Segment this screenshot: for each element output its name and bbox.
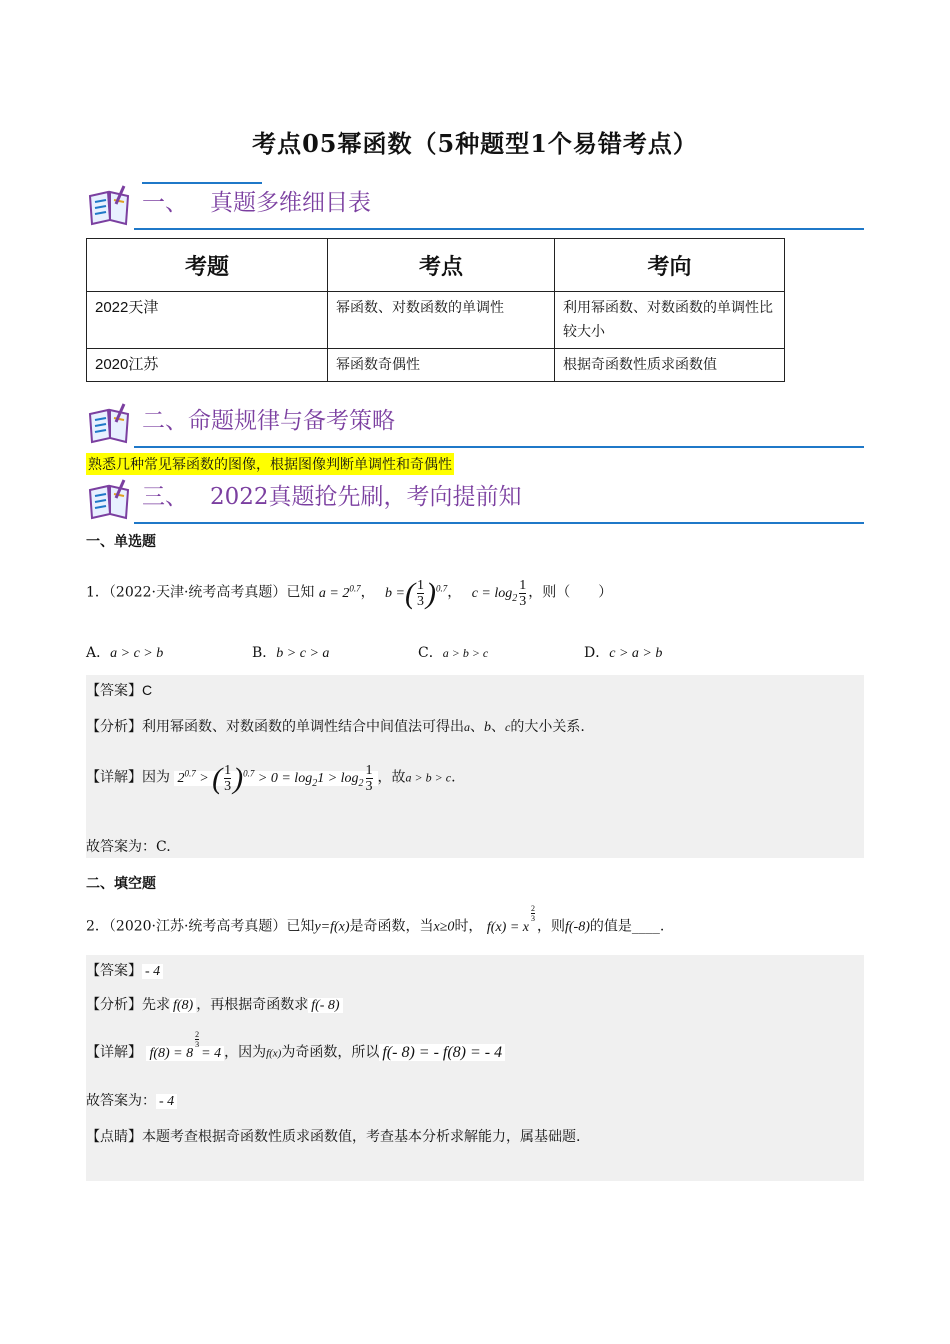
detail-base2: 2 [358, 777, 364, 789]
option-d[interactable] [584, 642, 662, 662]
option-a[interactable] [86, 642, 163, 662]
table-header: 考向 [555, 239, 785, 292]
q1-b-expr: b = [385, 585, 405, 601]
option-label: A． [86, 645, 111, 661]
option-label: B． [252, 645, 277, 661]
q1-c-den: 3 [519, 593, 527, 609]
option-expr: a > b > c [442, 646, 489, 660]
q1-answer [86, 680, 152, 700]
detail-num: 1 [224, 762, 232, 778]
question-1-suffix: ，则（ ） [528, 584, 613, 601]
answer-label: 【答案】 [86, 963, 142, 979]
detail-den: 3 [224, 778, 232, 794]
section-number: 三、 [142, 484, 188, 510]
q2-cond: x≥0 [433, 919, 455, 935]
section-title: 命题规律与备考策略 [188, 408, 395, 434]
detail-mid2: 为奇函数，所以 [281, 1044, 380, 1061]
var-b: b [484, 720, 491, 735]
var-a: a [464, 720, 470, 734]
var-c: c [505, 720, 511, 734]
table-cell: 根据奇函数性质求函数值 [555, 349, 785, 382]
detail-exp-num: 2 [195, 1030, 200, 1039]
book-icon [86, 184, 134, 226]
q2-exp-num: 2 [530, 904, 535, 913]
section-header-3 [86, 478, 864, 528]
option-expr: a > c > b [110, 646, 164, 661]
q2-final [86, 1090, 177, 1110]
detail-fx: f(x) [266, 1047, 282, 1060]
section-number: 二、 [142, 408, 188, 434]
table-cell: 2022天津 [87, 292, 328, 349]
q2-fx: f(x) = x [486, 919, 529, 935]
section-header-2 [86, 402, 864, 452]
part1-label: 一、单选题 [86, 534, 156, 550]
table-header: 考题 [87, 239, 328, 292]
detail-exp: 0.7 [184, 768, 196, 778]
q2-ask: f(-8) [564, 919, 590, 935]
question-1-prefix: 1．（2022·天津·统考高考真题）已知 [86, 584, 315, 601]
q2-exp-den: 3 [530, 914, 535, 923]
detail-label: 【详解】 [86, 769, 142, 786]
question-2-prefix: 2．（2020·江苏·统考高考真题）已知 [86, 918, 315, 935]
q2-yfx: y=f(x) [314, 919, 350, 935]
q2-mid2: 时， [454, 918, 483, 935]
table-cell: 幂函数、对数函数的单调性 [328, 292, 555, 349]
part2-label: 二、填空题 [86, 876, 156, 892]
option-expr: b > c > a [276, 646, 330, 661]
q1-a-expr: a = 2 [318, 585, 350, 601]
section-number: 一、 [142, 190, 188, 216]
strategy-highlight: 熟悉几种常见幂函数的图像，根据图像判断单调性和奇偶性 [86, 453, 454, 475]
detail-den2: 3 [365, 778, 373, 794]
analysis-text: 利用幂函数、对数函数的单调性结合中间值法可得出 [142, 719, 464, 735]
book-icon [86, 402, 134, 444]
answer-value: - 4 [142, 964, 163, 979]
q1-b-exp: 0.7 [436, 583, 448, 593]
table-cell: 利用幂函数、对数函数的单调性比较大小 [555, 292, 785, 349]
answer-label: 【答案】 [86, 683, 142, 699]
section-header-1 [86, 184, 864, 234]
detail-base: 2 [312, 777, 318, 789]
detail-mid: > 0 = log [257, 770, 313, 786]
comment-text: 本题考查根据奇函数性质求函数值，考查基本分析求解能力，属基础题. [142, 1129, 581, 1145]
detail-log1: 1 > log [317, 770, 359, 786]
detail-exp-den: 3 [195, 1040, 200, 1049]
detail-label: 【详解】 [86, 1044, 142, 1061]
q1-c-num: 1 [519, 577, 527, 593]
detail-exp2: 0.7 [243, 768, 255, 778]
option-label: D． [584, 645, 610, 661]
detail-result: a > b > c [405, 770, 452, 785]
question-1: 1．（2022·天津·统考高考真题）已知 $a = 2^{0.7}$， b =( $\frac{1}{3}$ )$^{0.7}$， $c = \log_2$ $\frac{1}{3}$ ，则（ ） [86, 576, 613, 610]
q2-answer [86, 960, 163, 980]
question-2 [86, 904, 664, 938]
detail-post: ，故 [377, 769, 406, 786]
option-expr: c > a > b [609, 646, 663, 661]
analysis-mid: ，再根据奇函数求 [196, 997, 309, 1013]
final-pre: 故答案为： [86, 1093, 156, 1109]
answer-value: C [142, 682, 153, 698]
q1-analysis: 【分析】利用幂函数、对数函数的单调性结合中间值法可得出a、b、c的大小关系. [86, 719, 585, 735]
section-title: 2022真题抢先刷，考向提前知 [209, 484, 522, 510]
detail-result: f(- 8) = - f(8) = - 4 [379, 1044, 505, 1061]
table-row [87, 292, 785, 349]
q1-final: 故答案为：C. [86, 839, 171, 855]
q1-b-den: 3 [417, 593, 424, 609]
detail-f8: f(8) = 8 [149, 1045, 194, 1061]
analysis-end: 的大小关系. [510, 719, 585, 735]
q1-c-expr: c = log [471, 585, 513, 601]
page-title: 考点05幂函数（5种题型1个易错考点） [252, 129, 698, 158]
table-header-row [87, 239, 785, 292]
final-value: - 4 [156, 1094, 177, 1109]
q1-a-exp: 0.7 [349, 583, 361, 593]
detail-eq4: = 4 [201, 1045, 222, 1061]
q2-comment [86, 1126, 580, 1146]
detail-pre: 因为 [142, 769, 170, 786]
q2-mid: 是奇函数，当 [349, 918, 434, 935]
section-title: 真题多维细目表 [209, 190, 371, 216]
option-c[interactable] [418, 642, 488, 662]
q2-suffix: ，则 [536, 918, 565, 935]
analysis-label: 【分析】 [86, 719, 142, 735]
exam-table [86, 238, 785, 382]
q1-c-base: 2 [512, 592, 518, 604]
option-label: C． [418, 645, 443, 661]
q2-analysis [86, 994, 343, 1014]
book-icon [86, 478, 134, 520]
table-header: 考点 [328, 239, 555, 292]
table-cell: 2020江苏 [87, 349, 328, 382]
analysis-label: 【分析】 [86, 997, 142, 1013]
q1-detail: 【详解】因为 $2^{0.7}$ > ( $\frac{1}{3}$ )$^{0.7} > 0 = \log_21 > \log_2$ $\frac{1}{3}$ ，故a > b > c. [86, 761, 456, 795]
q2-suffix2: 的值是____. [589, 918, 665, 935]
analysis-fm8: f(- 8) [308, 998, 342, 1013]
analysis-f8: f(8) [170, 998, 196, 1013]
detail-num2: 1 [365, 762, 373, 778]
comment-label: 【点睛】 [86, 1129, 142, 1145]
detail-mid: ，因为 [224, 1044, 267, 1061]
q1-b-num: 1 [417, 577, 424, 593]
analysis-pre: 先求 [142, 997, 170, 1013]
q2-detail [86, 1028, 505, 1068]
table-row [87, 349, 785, 382]
table-cell: 幂函数奇偶性 [328, 349, 555, 382]
option-b[interactable] [252, 642, 329, 662]
